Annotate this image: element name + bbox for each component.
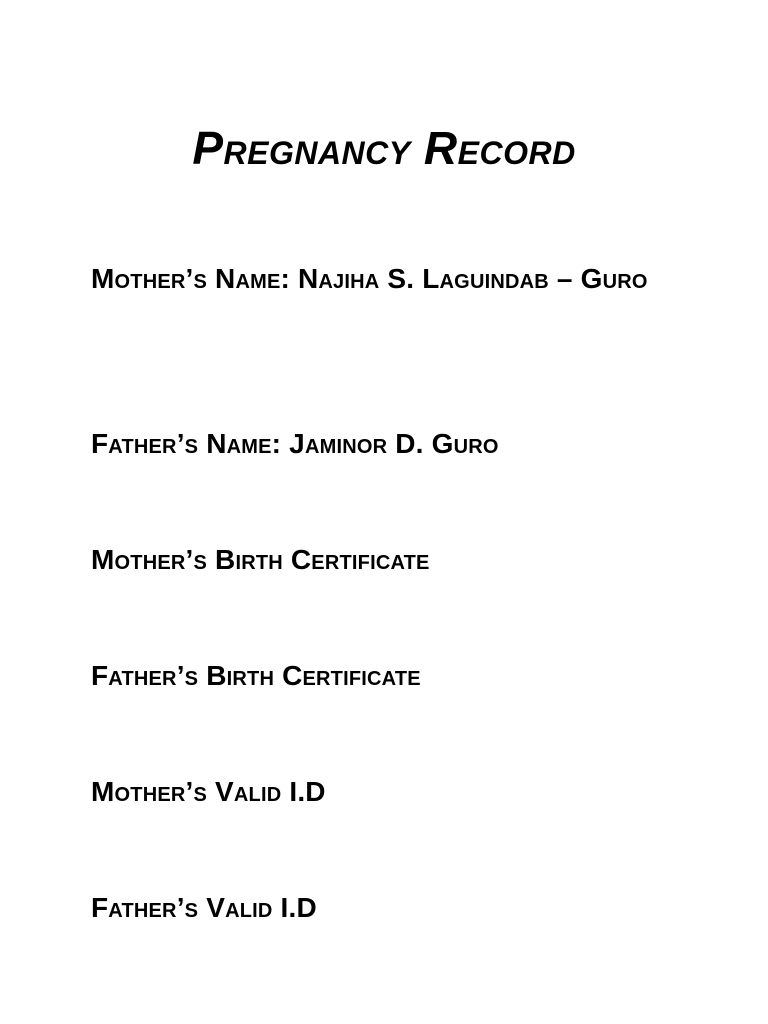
mothers-birth-certificate-line: Mother’s Birth Certificate <box>91 544 430 575</box>
mothers-name-line: Mother’s Name: Najiha S. Laguindab – Guro <box>91 263 648 294</box>
page-title: Pregnancy Record <box>192 122 576 174</box>
mothers-valid-id-line: Mother’s Valid I.D <box>91 776 326 807</box>
fathers-name-line: Father’s Name: Jaminor D. Guro <box>91 428 499 459</box>
fathers-birth-certificate-line: Father’s Birth Certificate <box>91 660 421 691</box>
fathers-valid-id-line: Father’s Valid I.D <box>91 892 317 923</box>
